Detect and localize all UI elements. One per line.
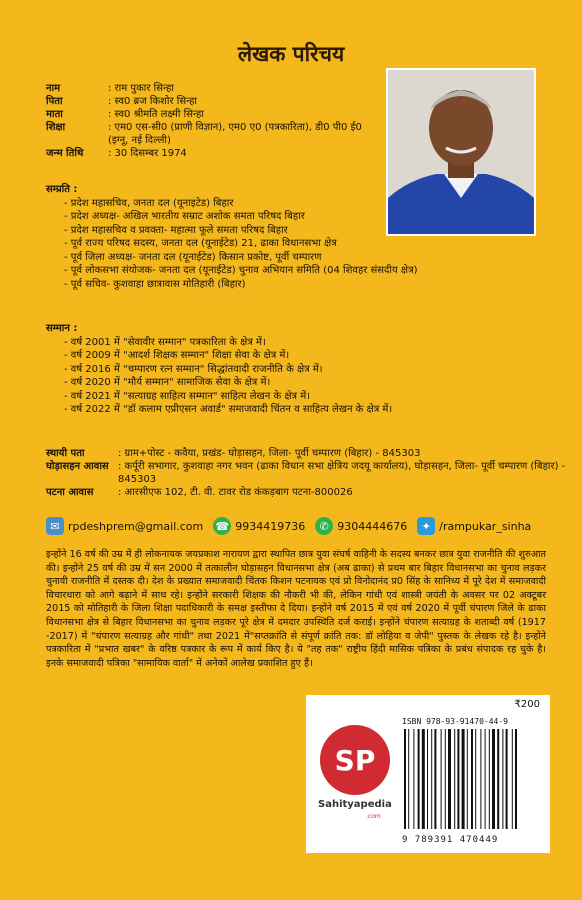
barcode-bar: [404, 729, 406, 829]
logo-letters: SP: [334, 744, 376, 777]
barcode-bar: [467, 729, 468, 829]
barcode-bar: [457, 729, 459, 829]
list-item: - पूर्व सचिव- कुशवाहा छात्रावास मोतिहारी (बिहार): [64, 278, 246, 290]
info-key: जन्म तिथि: [46, 148, 84, 159]
list-item: - प्रदेश महासचिव व प्रवक्ता- महात्मा फूले समता परिषद बिहार: [64, 224, 288, 236]
publisher-logo-icon: [320, 725, 390, 795]
info-value: : 30 दिसम्बर 1974: [108, 148, 187, 159]
list-item: - वर्ष 2009 में "आदर्श शिक्षक सम्मान" शिक्षा सेवा के क्षेत्र में।: [64, 350, 290, 361]
phone-icon: ☎: [213, 517, 231, 535]
barcode-bar: [485, 729, 486, 829]
barcode-bar: [418, 729, 420, 829]
samprati-heading: सम्प्रति :: [46, 184, 78, 195]
list-item: - प्रदेश महासचिव, जनता दल (यूनाइटेड) बिहार: [64, 197, 234, 209]
contact-email[interactable]: [46, 517, 203, 535]
address-row: [46, 486, 566, 499]
info-row-name: [46, 82, 382, 95]
barcode-bar: [489, 729, 490, 829]
list-item: - पूर्व जिला अध्यक्ष- जनता दल (यूनाईटेड) किसान प्रकोष्ट, पूर्वी चम्पारण: [64, 251, 322, 263]
barcode-bar: [408, 729, 409, 829]
address-value: : कर्पूरी सभागार, कुशवाहा नगर भवन (ढाका विधान सभा क्षेत्रिय जदयू कार्यालय), घोड़ासहन, जिला- पूर्वी चम्पारण (बिहार) - 845303: [118, 461, 566, 485]
info-value: : स्व0 ब्रज किशोर सिन्हा: [108, 96, 198, 107]
barcode-bar: [471, 729, 473, 829]
address-row: [46, 460, 566, 486]
publisher-name: Sahityapedia: [318, 799, 392, 810]
barcode-bar: [512, 729, 513, 829]
address-value: : आरसीएफ 102, टी. वी. टावर रोड कंकड़बाग पटना-800026: [118, 487, 353, 498]
contacts-bar: [46, 517, 541, 535]
barcode-bar: [480, 729, 481, 829]
barcode-bar: [515, 729, 517, 829]
barcode-bar: [431, 729, 432, 829]
contact-twitter[interactable]: [417, 517, 531, 535]
barcode-icon: [402, 729, 542, 833]
info-row-education: [46, 121, 382, 147]
barcode-bar: [422, 729, 425, 829]
list-item: - पूर्व राज्य परिषद सदस्य, जनता दल (यूनाईटेड) 21, ढाका विधानसभा क्षेत्र: [64, 238, 337, 249]
barcode-number: 9 789391 470449: [402, 835, 499, 845]
contact-text: /rampukar_sinha: [439, 519, 532, 533]
barcode-bar: [454, 729, 455, 829]
list-item: - पूर्व लोकसभा संयोजक- जनता दल (यूनाईटेड) चुनाव अभियान समिति (04 शिवहर संसदीय क्षेत्र): [64, 265, 418, 276]
info-value: : एम0 एस-सी0 (प्राणी विज्ञान), एम0 ए0 (पत्रकारिता), डी0 पी0 ई0 (इग्नू, नई दिल्ली): [108, 122, 362, 146]
barcode-bar: [441, 729, 442, 829]
barcode-bar: [462, 729, 465, 829]
address-row: [46, 447, 566, 460]
isbn-label: ISBN 978-93-91470-44-9: [402, 717, 508, 726]
barcode-bar: [445, 729, 446, 829]
info-key: पिता: [46, 96, 63, 107]
bio-paragraph: इन्होंने 16 वर्ष की उम्र में ही लोकनायक जयप्रकाश नारायण द्वारा स्थापित छात्र युवा संघर्ष वाहिनी के सदस्य बनकर छात्र युवा राजनीति की शुरुआत की। इन्होंने 25 वर्ष की उम्र में सन 2000 में तत्कालीन घोड़ासहन विधानसभा क्षेत्र (अब ढाका) से प्रथम बार बिहार विधानसभा का चुनाव लड़कर चुनावी राजनीति में दस्तक दी। देश के प्रख्यात समाजवादी चिंतक किशन पटनायक एवं प्रो विनोदानंद प्र0 सिंह के सानिध्य में पूरे देश में समाजवादी विचारधारा को आगे बढ़ाने में साथ रहे। इन्होंने सरकारी शिक्षक की नौकरी भी की, लेकिन गांधी एवं शास्त्री जयंती के अवसर पर 02 अक्टूबर 2015 को मोतिहारी के जिला शिक्षा पदाधिकारी के समक्ष इस्तीफा दे दिया। इन्होंने वर्ष 2015 में एवं वर्ष 2020 में पूर्वी चंपारण जिले के ढाका विधानसभा क्षेत्र से बिहार विधानसभा का चुनाव लड़कर पूरे क्षेत्र में दमदार उपस्थिति दर्ज कराई। इन्होंने चंपारण सत्याग्रह के शताब्दी वर्ष (1917 -2017) में "चंपारण सत्याग्रह और गांधी" तथा 2021 में"सप्तक्रांति से संपूर्ण क्रांति तक: डॉ लोहिया व जेपी" पुस्तक के लेखक रहे है। इन्होंने पत्रकारिता में "प्रभात खबर" के वरिष्ठ पत्रकार के रूप में कार्य किए है। ये "तह तक" राष्ट्रीय हिंदी मासिक पत्रिका के प्रबंध संपादक रह चुके है। इनके समाजवादी पत्रिका "सामायिक वार्ता" में अनेकों आलेख प्रकाशित हुए हैं।: [46, 549, 546, 669]
barcode-panel: [306, 695, 550, 853]
address-section: [46, 447, 566, 499]
barcode-bar: [427, 729, 428, 829]
barcode-bar: [502, 729, 503, 829]
barcode-bar: [492, 729, 495, 829]
contact-whatsapp[interactable]: [315, 517, 407, 535]
list-item: - वर्ष 2021 में "सत्याग्रह साहित्य सम्मान" साहित्य लेखन के क्षेत्र में।: [64, 390, 310, 402]
address-key: स्थायी पता: [46, 448, 85, 459]
contact-phone[interactable]: [213, 517, 305, 535]
barcode-bar: [497, 729, 499, 829]
author-info: [46, 82, 382, 160]
info-key: शिक्षा: [46, 122, 66, 133]
info-value: : राम पुकार सिन्हा: [108, 83, 174, 94]
samprati-section: [46, 183, 418, 291]
address-key: घोड़ासहन आवास: [46, 461, 109, 472]
barcode-bar: [506, 729, 508, 829]
info-row-father: [46, 95, 382, 108]
info-value: : स्व0 श्रीमति लक्ष्मी सिन्हा: [108, 109, 204, 120]
list-item: - प्रदेश अध्यक्ष- अखिल भारतीय सम्राट अशोक समता परिषद बिहार: [64, 211, 305, 222]
info-row-mother: [46, 108, 382, 121]
samman-heading: सम्मान :: [46, 323, 78, 334]
contact-text: 9304444676: [337, 519, 408, 533]
list-item: - वर्ष 2022 में "डॉ कलाम एप्रीएसन अवार्ड" समाजवादी चिंतन व साहित्य लेखन के क्षेत्र में।: [64, 404, 393, 415]
address-value: : ग्राम+पोस्ट - कवैया, प्रखंड- घोड़ासहन, जिला- पूर्वी चम्पारण (बिहार) - 845303: [118, 448, 421, 459]
whatsapp-icon: ✆: [315, 517, 333, 535]
barcode-bar: [448, 729, 451, 829]
info-key: नाम: [46, 83, 61, 94]
twitter-icon: ✦: [417, 517, 435, 535]
barcode-bar: [434, 729, 436, 829]
list-item: - वर्ष 2020 में "मौर्य सम्मान" सामाजिक सेवा के क्षेत्र में।: [64, 377, 271, 388]
list-item: - वर्ष 2016 में "चम्पारण रत्न सम्मान" सिद्धांतवादी राजनीति के क्षेत्र में।: [64, 363, 323, 375]
barcode-bar: [413, 729, 414, 829]
publisher-domain: .com: [366, 813, 381, 820]
address-key: पटना आवास: [46, 487, 94, 498]
samman-section: [46, 322, 392, 417]
contact-text: rpdeshprem@gmail.com: [68, 519, 204, 533]
info-row-dob: [46, 147, 382, 160]
email-icon: ✉: [46, 517, 64, 535]
barcode-bar: [475, 729, 476, 829]
info-key: माता: [46, 109, 63, 120]
page-title: लेखक परिचय: [237, 42, 345, 66]
contact-text: 9934419736: [235, 519, 306, 533]
price-label: ₹200: [514, 699, 540, 710]
list-item: - वर्ष 2001 में "सेवावीर सम्मान" पत्रकारिता के क्षेत्र में।: [64, 336, 266, 348]
